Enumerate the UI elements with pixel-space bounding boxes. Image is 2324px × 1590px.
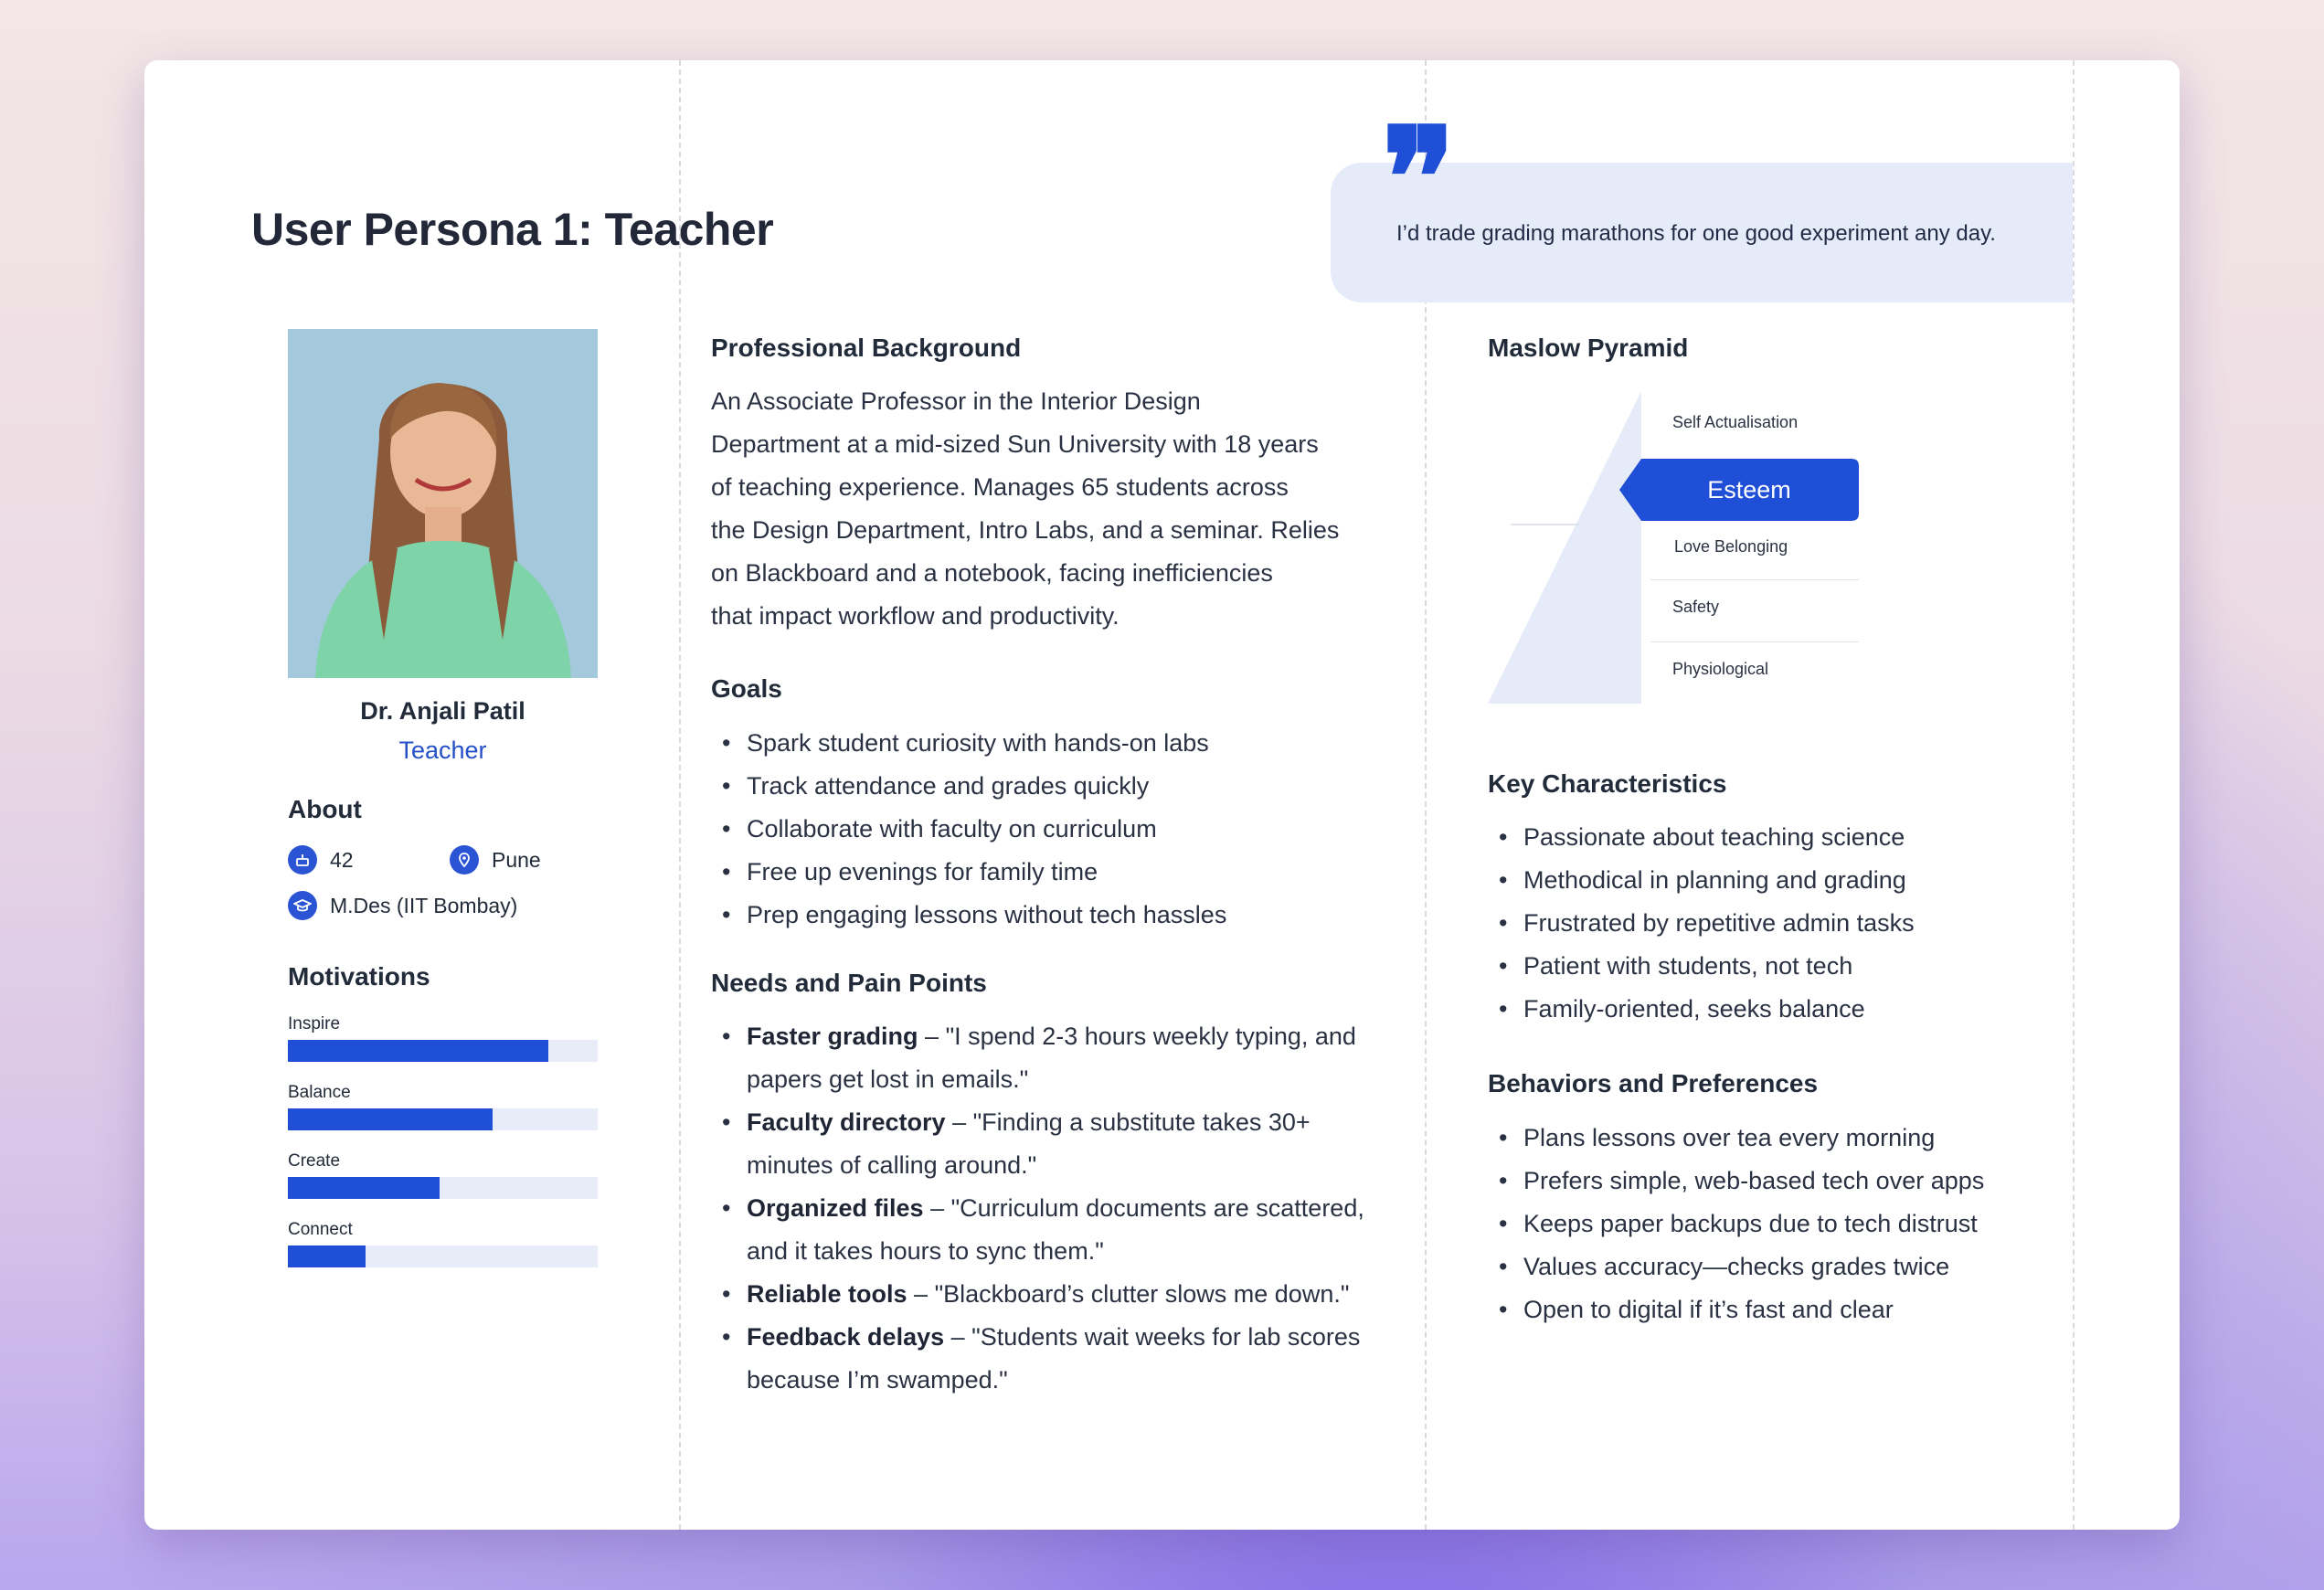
list-item: • Keeps paper backups due to tech distrust [1488,1203,2064,1246]
motivation-label: Connect [288,1220,353,1239]
quote-text: I’d trade grading marathons for one good experiment any day. [1396,221,1996,246]
list-item: • Prefers simple, web-based tech over apps [1488,1160,2064,1203]
list-item: • Plans lessons over tea every morning [1488,1117,2064,1160]
page-title: User Persona 1: Teacher [251,204,774,255]
pain-point-text: – "Curriculum documents are scattered, and it takes hours to sync them." [747,1194,1364,1265]
about-heading: About [288,795,362,823]
list-item: • Methodical in planning and grading [1488,859,2054,902]
goals-list [711,722,1406,937]
motivation-item [288,1220,598,1288]
motivation-label: Create [288,1151,341,1171]
list-item: • Open to digital if it’s fast and clear [1488,1288,2064,1331]
list-item [711,1316,1369,1402]
pain-points-heading: Needs and Pain Points [711,969,987,997]
motivation-item [288,1151,598,1220]
list-item [711,1187,1369,1273]
graduation-cap-icon [288,891,317,920]
characteristics-heading: Key Characteristics [1488,769,1727,798]
pain-point-title: Faster grading [747,1023,918,1050]
motivation-bar [288,1177,598,1199]
motivation-item [288,1014,598,1083]
list-item: • Values accuracy—checks grades twice [1488,1246,2064,1288]
pain-point-title: Organized files [747,1194,924,1222]
list-item [711,1015,1369,1101]
list-item: • Frustrated by repetitive admin tasks [1488,902,2054,945]
quote-icon: ❞ [1382,98,1443,259]
pain-point-title: Faculty directory [747,1108,946,1136]
list-item: • Patient with students, not tech [1488,945,2054,988]
age-value: 42 [330,847,354,872]
behaviors-heading: Behaviors and Preferences [1488,1069,1819,1097]
education-value: M.Des (IIT Bombay) [330,893,518,917]
pyramid-level: Self Actualisation [1672,413,1799,431]
pain-point-title: Feedback delays [747,1323,945,1351]
about-location [450,845,541,874]
background-text [711,380,1406,638]
pain-point-text: – "Finding a substitute takes 30+ minutes of calling around." [747,1108,1311,1179]
motivation-bar-fill [288,1040,548,1062]
background-line: that impact workflow and productivity. [711,602,1120,630]
motivations-heading: Motivations [288,962,430,991]
pain-point-text: – "Blackboard’s clutter slows me down." [907,1280,1350,1308]
background-line: the Design Department, Intro Labs, and a seminar. Relies [711,516,1340,544]
about-age [288,845,354,874]
motivation-bar-fill [288,1177,440,1199]
list-item [711,1273,1369,1316]
pain-point-title: Reliable tools [747,1280,907,1308]
divider [1650,641,1859,642]
background-line: Department at a mid-sized Sun University with 18 years [711,430,1319,458]
list-item: • Track attendance and grades quickly [711,765,1406,808]
motivation-bar-fill [288,1108,493,1130]
behaviors-list [1488,1117,2064,1331]
motivations-list [288,1014,598,1288]
motivation-item [288,1083,598,1151]
motivation-label: Inspire [288,1014,341,1034]
list-item: • Collaborate with faculty on curriculum [711,808,1406,851]
pain-point-text: – "Students wait weeks for lab scores because I’m swamped." [747,1323,1361,1394]
divider [1650,579,1859,580]
motivation-bar [288,1040,598,1062]
location-pin-icon [450,845,479,874]
background-heading: Professional Background [711,334,1022,362]
column-divider [679,60,681,1530]
persona-name: Dr. Anjali Patil [360,697,525,725]
pain-points-list [711,1015,1369,1402]
goals-heading: Goals [711,674,782,703]
cake-icon [288,845,317,874]
motivation-bar [288,1108,598,1130]
pyramid-level: Love Belonging [1674,537,1788,556]
location-value: Pune [492,847,541,872]
esteem-label: Esteem [1707,476,1791,504]
motivation-label: Balance [288,1083,351,1102]
persona-role: Teacher [398,737,487,764]
pain-point-text: – "I spend 2-3 hours weekly typing, and papers get lost in emails." [747,1023,1356,1093]
motivation-bar [288,1246,598,1267]
pyramid-level-highlighted [1619,459,1859,521]
profile-photo [288,329,598,678]
background-line: of teaching experience. Manages 65 students across [711,473,1289,501]
list-item [711,1101,1369,1187]
column-divider [2073,60,2075,1530]
background-line: An Associate Professor in the Interior Design [711,387,1201,415]
characteristics-list [1488,816,2054,1031]
pyramid-level: Safety [1672,598,1720,616]
maslow-heading: Maslow Pyramid [1488,334,1689,362]
about-education [288,891,517,920]
list-item: • Passionate about teaching science [1488,816,2054,859]
maslow-pyramid [1488,391,1872,706]
list-item: • Family-oriented, seeks balance [1488,988,2054,1031]
pyramid-level: Physiological [1672,660,1769,678]
background-line: on Blackboard and a notebook, facing inefficiencies [711,559,1273,587]
list-item: • Spark student curiosity with hands-on labs [711,722,1406,765]
motivation-bar-fill [288,1246,366,1267]
list-item: • Free up evenings for family time [711,851,1406,894]
list-item: • Prep engaging lessons without tech hassles [711,894,1406,937]
